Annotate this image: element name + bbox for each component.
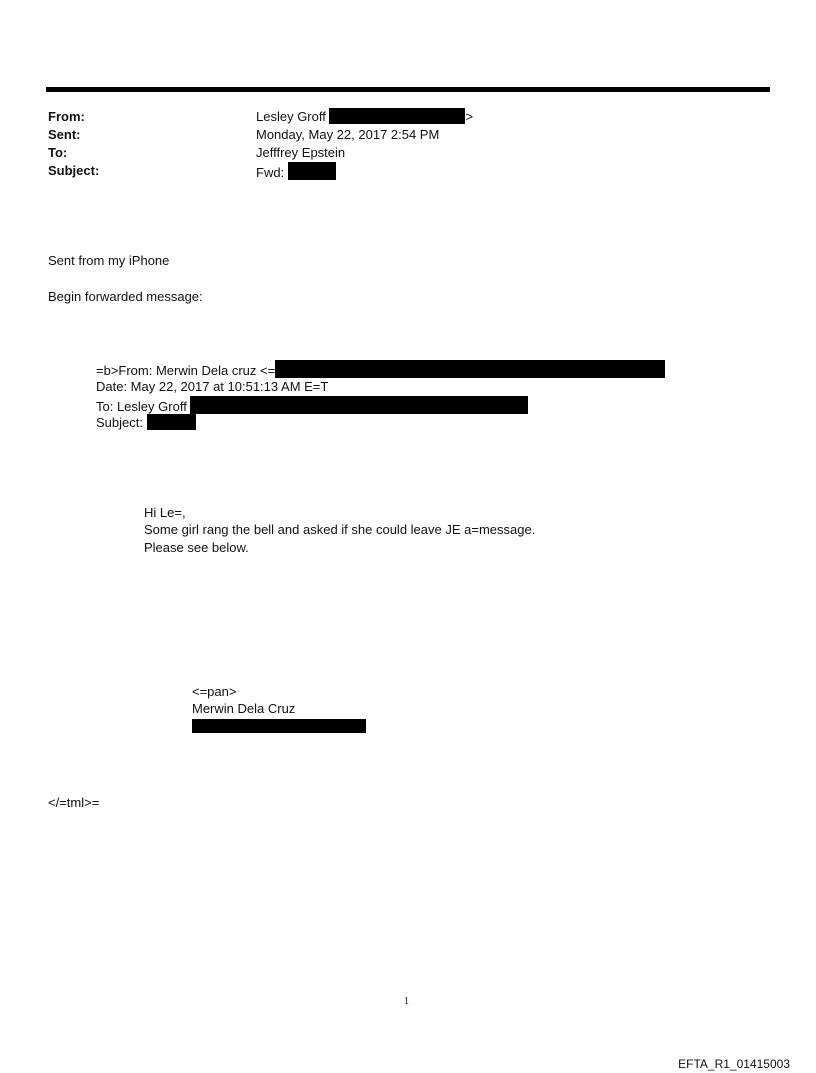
fwd-date-line: Date: May 22, 2017 at 10:51:13 AM E=T [96,379,329,394]
message-line-2: Please see below. [144,540,249,555]
fwd-subject-text: Subject: [96,415,143,430]
redaction-box [275,360,665,378]
sent-label: Sent: [48,127,81,142]
header-rule [46,87,770,92]
redaction-box [190,396,528,414]
fwd-subject-line [96,414,196,431]
from-close: > [465,109,474,124]
message-greeting: Hi Le=, [144,505,186,520]
subject-text: Fwd: [256,165,285,180]
from-value [256,108,473,125]
redaction-box [329,108,465,124]
redaction-box [192,719,366,733]
to-value: Jefffrey Epstein [256,145,346,160]
html-close-tag: </=tml>= [48,795,100,810]
from-label: From: [48,109,85,124]
redaction-box [288,162,336,180]
fwd-to-text: To: Lesley Groff [96,399,187,414]
page-number: 1 [404,996,409,1007]
sent-value: Monday, May 22, 2017 2:54 PM [256,127,440,142]
sent-from-line: Sent from my iPhone [48,253,170,268]
fwd-from-text: =b>From: Merwin Dela cruz <= [96,363,276,378]
signature-span-tag: <=pan> [192,684,237,699]
begin-forwarded-line: Begin forwarded message: [48,289,203,304]
signature-name: Merwin Dela Cruz [192,701,296,716]
message-line-1: Some girl rang the bell and asked if she could leave JE a=message. [144,522,536,537]
subject-label: Subject: [48,163,100,178]
bates-number: EFTA_R1_01415003 [678,1057,790,1071]
subject-value [256,162,336,181]
fwd-from-line [96,360,665,379]
fwd-to-line [96,396,528,415]
from-name: Lesley Groff [256,109,326,124]
redaction-box [147,414,196,430]
to-label: To: [48,145,68,160]
